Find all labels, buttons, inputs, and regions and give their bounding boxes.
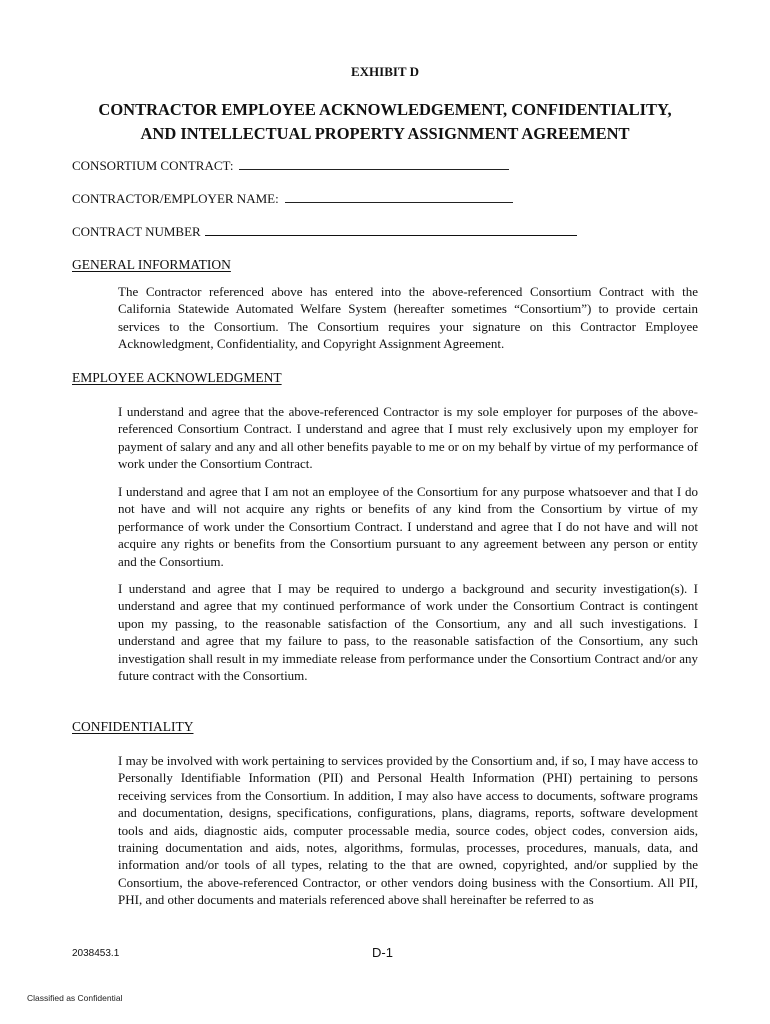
- document-number: 2038453.1: [72, 948, 120, 959]
- title-line-1: CONTRACTOR EMPLOYEE ACKNOWLEDGEMENT, CONFIDENTIALITY,: [98, 100, 672, 119]
- confidentiality-paragraph-1: I may be involved with work pertaining to services provided by the Consortium and, if so, I may have access to Personally Identifiable Information (PII) and Personal Health Information (PHI) pertaining to persons receiving services from the Consortium. In addition, I may also have access to documents, software programs and documentation, designs, specifications, configurations, plans, diagrams, reports, software development tools and aids, diagnostic aids, computer processable media, source codes, object codes, conversion aids, training documentation and aids, notes, algorithms, formulas, processes, procedures, manuals, data, and information and/or tools of all types, relating to the that are owned, copyrighted, and/or supplied by the Consortium, the above-referenced Contractor, or other vendors doing business with the Consortium. All PII, PHI, and other documents and materials referenced above shall hereinafter be referred to as: [118, 753, 698, 908]
- contract-number-field: [72, 223, 577, 240]
- employee-acknowledgment-heading: EMPLOYEE ACKNOWLEDGMENT: [72, 370, 282, 385]
- classification-label: Classified as Confidential: [27, 993, 123, 1003]
- contractor-employer-field: [72, 190, 513, 207]
- exhibit-label: EXHIBIT D: [350, 64, 420, 79]
- document-title: [40, 98, 730, 146]
- title-line-2: AND INTELLECTUAL PROPERTY ASSIGNMENT AGREEMENT: [140, 124, 630, 143]
- contract-number-blank[interactable]: [205, 223, 577, 236]
- consortium-contract-label: CONSORTIUM CONTRACT:: [72, 158, 234, 173]
- contract-number-label: CONTRACT NUMBER: [72, 224, 201, 239]
- employee-paragraph-3: I understand and agree that I may be required to undergo a background and security investigation(s). I understand and agree that my continued performance of work under the Consortium Contract is contingent upon my passing, to the reasonable satisfaction of the Consortium, any and all such investigations. I understand and agree that my failure to pass, to the reasonable satisfaction of the Consortium, any such investigation shall result in my immediate release from performance under the Consortium Contract and/or any future contract with the Consortium.: [118, 581, 698, 684]
- confidentiality-heading: CONFIDENTIALITY: [72, 719, 194, 734]
- consortium-contract-blank[interactable]: [239, 157, 509, 170]
- contractor-employer-label: CONTRACTOR/EMPLOYER NAME:: [72, 191, 279, 206]
- consortium-contract-field: [72, 157, 509, 174]
- employee-paragraph-2: I understand and agree that I am not an employee of the Consortium for any purpose whatsoever and that I do not have and will not acquire any rights or benefits of any kind from the Consortium by virtue of my performance of work under the Consortium Contract. I understand and agree that I do not have and will not acquire any rights or benefits from the Consortium pursuant to any agreement between any person or entity and the Consortium.: [118, 484, 698, 569]
- contractor-employer-blank[interactable]: [285, 190, 513, 203]
- general-paragraph-1: The Contractor referenced above has entered into the above-referenced Consortium Contract with the California Statewide Automated Welfare System (hereafter sometimes “Consortium”) to provide certain services to the Consortium. The Consortium requires your signature on this Contractor Employee Acknowledgment, Confidentiality, and Copyright Assignment Agreement.: [118, 284, 698, 352]
- page-number: D-1: [372, 945, 393, 960]
- general-information-heading: GENERAL INFORMATION: [72, 257, 231, 272]
- employee-paragraph-1: I understand and agree that the above-referenced Contractor is my sole employer for purposes of the above-referenced Consortium Contract. I understand and agree that I must rely exclusively upon my employer for payment of salary and any and all other benefits payable to me or on my behalf by virtue of my performance of work under the Consortium Contract.: [118, 404, 698, 472]
